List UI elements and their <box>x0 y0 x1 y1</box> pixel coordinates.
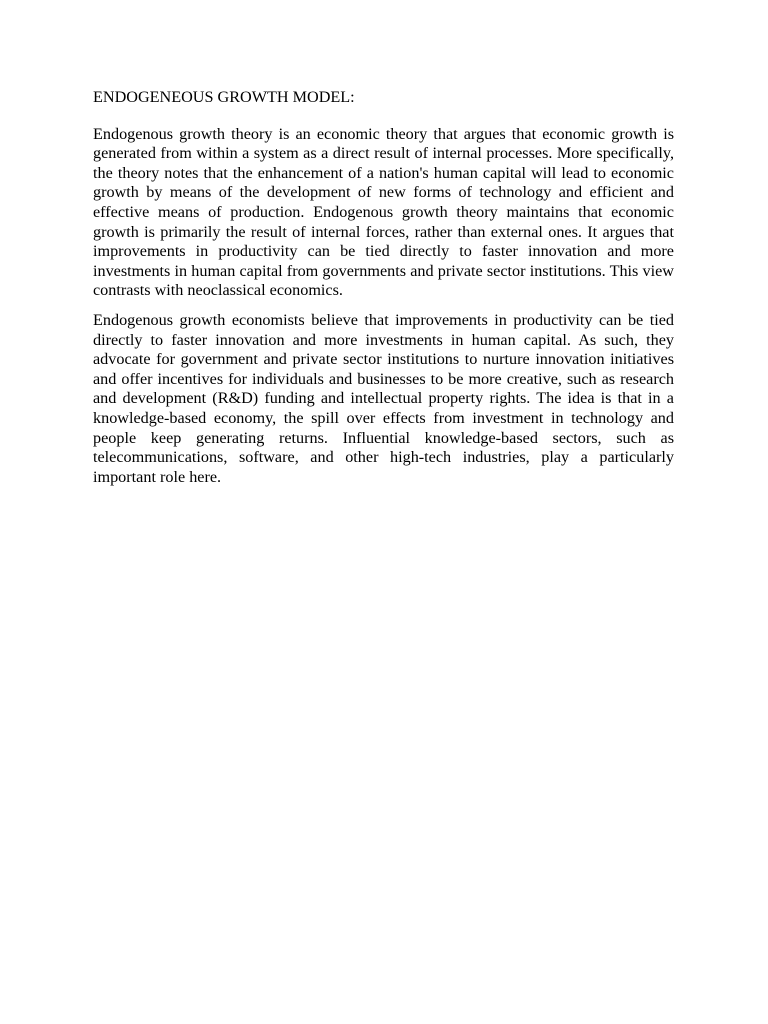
document-title: ENDOGENEOUS GROWTH MODEL: <box>93 88 355 106</box>
document-body <box>93 88 674 497</box>
paragraph-2: Endogenous growth economists believe that improvements in productivity can be tied directly to faster innovation and more investments in human capital. As such, they advocate for government and private sector institutions to nurture innovation initiatives and offer incentives for individuals and businesses to be more creative, such as research and development (R&D) funding and intellectual property rights. The idea is that in a knowledge-based economy, the spill over effects from investment in technology and people keep generating returns. Influential knowledge-based sectors, such as telecommunications, software, and other high-tech industries, play a particularly important role here. <box>93 310 674 486</box>
paragraph-1: Endogenous growth theory is an economic theory that argues that economic growth is generated from within a system as a direct result of internal processes. More specifically, the theory notes that the enhancement of a nation's human capital will lead to economic growth by means of the development of new forms of technology and efficient and effective means of production. Endogenous growth theory maintains that economic growth is primarily the result of internal forces, rather than external ones. It argues that improvements in productivity can be tied directly to faster innovation and more investments in human capital from governments and private sector institutions. This view contrasts with neoclassical economics. <box>93 124 674 300</box>
